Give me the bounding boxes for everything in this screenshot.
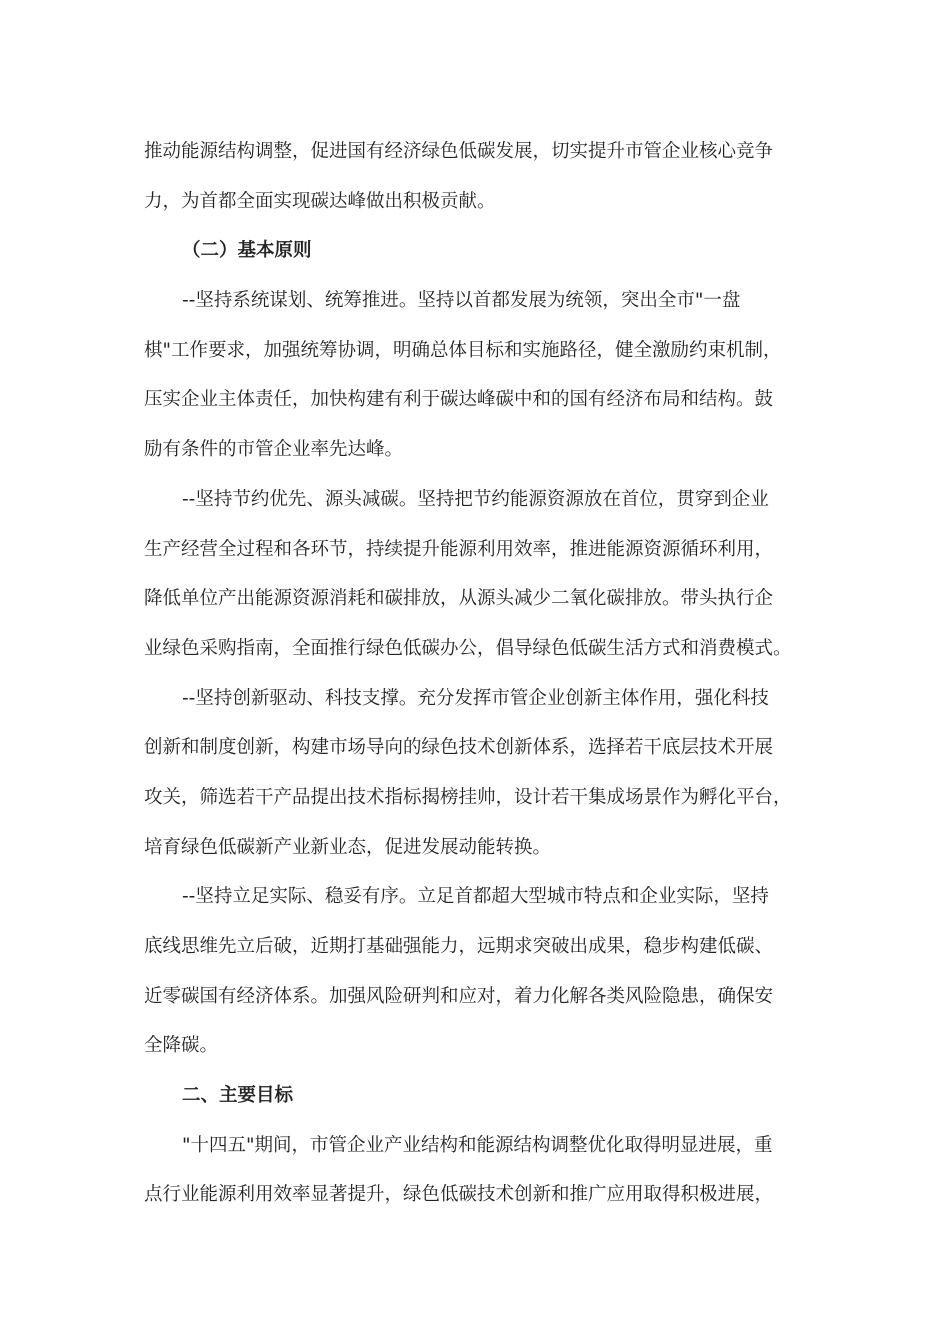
paragraph-line: 底线思维先立后破，近期打基础强能力，远期求突破出成果，稳步构建低碳、 xyxy=(144,936,774,957)
paragraph-line: --坚持创新驱动、科技支撑。充分发挥市管企业创新主体作用，强化科技 xyxy=(182,687,769,709)
section-heading: 二、主要目标 xyxy=(182,1085,294,1107)
paragraph-line: 攻关，筛选若干产品提出技术指标揭榜挂帅，设计若干集成场景作为孵化平台， xyxy=(144,786,792,808)
paragraph-line: 力，为首都全面实现碳达峰做出积极贡献。 xyxy=(144,190,496,212)
document-body xyxy=(144,133,814,1226)
paragraph-line: 生产经营全过程和各环节，持续提升能源利用效率，推进能源资源循环利用， xyxy=(144,538,774,560)
paragraph-line: 励有条件的市管企业率先达峰。 xyxy=(144,439,404,461)
paragraph-line: --坚持系统谋划、统筹推进。坚持以首都发展为统领，突出全市"一盘 xyxy=(182,290,741,312)
paragraph-line: --坚持节约优先、源头减碳。坚持把节约能源资源放在首位，贯穿到企业 xyxy=(182,488,769,510)
paragraph-line: 创新和制度创新，构建市场导向的绿色技术创新体系，选择若干底层技术开展 xyxy=(144,737,774,759)
paragraph-line: --坚持立足实际、稳妥有序。立足首都超大型城市特点和企业实际，坚持 xyxy=(182,886,769,908)
paragraph-line: 培育绿色低碳新产业新业态，促进发展动能转换。 xyxy=(144,836,552,858)
paragraph-line: 降低单位产出能源资源消耗和碳排放，从源头减少二氧化碳排放。带头执行企 xyxy=(144,588,774,610)
paragraph-line: 点行业能源利用效率显著提升，绿色低碳技术创新和推广应用取得积极进展， xyxy=(144,1184,774,1206)
paragraph-line: 压实企业主体责任，加快构建有利于碳达峰碳中和的国有经济布局和结构。鼓 xyxy=(144,389,774,411)
paragraph-line: 业绿色采购指南，全面推行绿色低碳办公，倡导绿色低碳生活方式和消费模式。 xyxy=(144,637,792,659)
paragraph-line: 近零碳国有经济体系。加强风险研判和应对，着力化解各类风险隐患，确保安 xyxy=(144,985,774,1007)
paragraph-line: "十四五"期间，市管企业产业结构和能源结构调整优化取得明显进展，重 xyxy=(182,1134,773,1156)
section-heading: （二）基本原则 xyxy=(182,240,312,262)
paragraph-line: 棋"工作要求，加强统筹协调，明确总体目标和实施路径，健全激励约束机制， xyxy=(144,339,782,361)
paragraph-line: 全降碳。 xyxy=(144,1035,219,1057)
paragraph-line: 推动能源结构调整，促进国有经济绿色低碳发展，切实提升市管企业核心竞争 xyxy=(144,141,774,162)
